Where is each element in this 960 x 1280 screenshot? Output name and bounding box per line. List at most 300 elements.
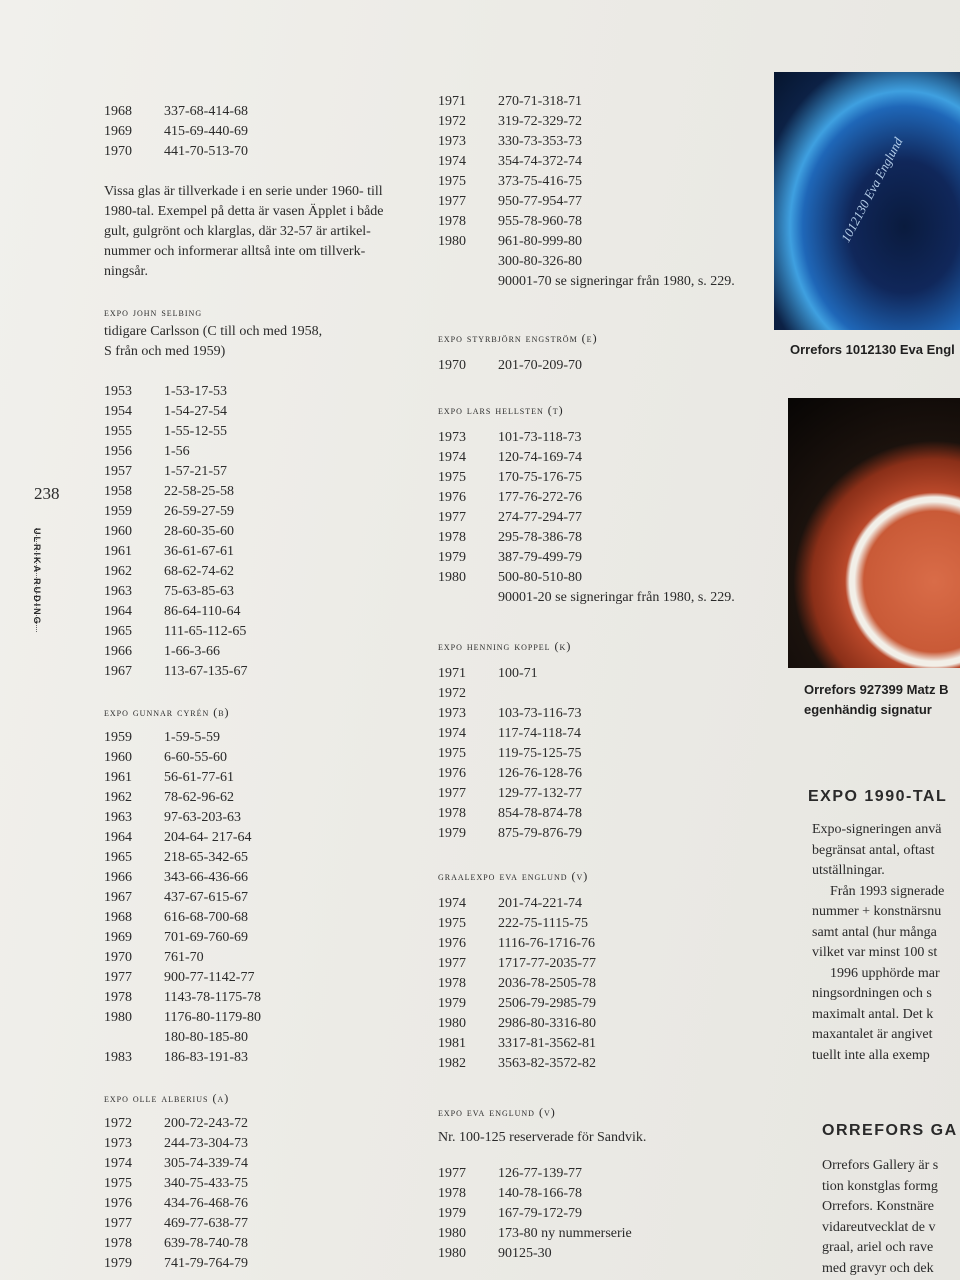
row-value: 100-71 xyxy=(498,666,538,681)
row-value: 2506-79-2985-79 xyxy=(498,996,596,1011)
row-value: 1-59-5-59 xyxy=(164,730,220,745)
list-row xyxy=(104,422,404,442)
section-heading-expo-1990: EXPO 1990-TAL xyxy=(808,788,948,805)
selbing-list xyxy=(104,382,404,682)
list-row xyxy=(104,462,404,482)
list-row xyxy=(438,894,768,914)
list-row xyxy=(438,1224,768,1244)
row-year: 1978 xyxy=(438,806,466,821)
row-value: 3317-81-3562-81 xyxy=(498,1036,596,1051)
list-row xyxy=(438,724,768,744)
text-line: utställningar. xyxy=(812,863,885,878)
list-row xyxy=(438,172,768,192)
row-value: 1-54-27-54 xyxy=(164,404,227,419)
row-value: 90001-20 se signeringar från 1980, s. 229. xyxy=(498,590,735,605)
list-row xyxy=(104,1174,404,1194)
text-line: egenhändig signatur xyxy=(804,702,932,717)
row-year: 1974 xyxy=(438,896,466,911)
list-row xyxy=(104,542,404,562)
text-line: vilket var minst 100 st xyxy=(812,945,938,960)
row-value: 180-80-185-80 xyxy=(164,1030,248,1045)
list-row xyxy=(104,142,404,162)
row-year: 1977 xyxy=(438,1166,466,1181)
list-row xyxy=(438,744,768,764)
row-value: 337-68-414-68 xyxy=(164,104,248,119)
row-year: 1960 xyxy=(104,750,132,765)
text-line: Orrefors 927399 Matz B xyxy=(804,682,949,697)
row-value: 961-80-999-80 xyxy=(498,234,582,249)
row-value: 173-80 ny nummerserie xyxy=(498,1226,632,1241)
row-value: 761-70 xyxy=(164,950,204,965)
list-row xyxy=(438,684,768,704)
hellsten-heading: expo lars hellsten (t) xyxy=(438,403,564,417)
row-year: 1954 xyxy=(104,404,132,419)
row-value: 3563-82-3572-82 xyxy=(498,1056,596,1071)
text-line: Orrefors. Konstnäre xyxy=(822,1199,934,1214)
list-row xyxy=(438,192,768,212)
list-row xyxy=(438,1054,768,1074)
row-value: 441-70-513-70 xyxy=(164,144,248,159)
englund-list xyxy=(438,1164,768,1264)
row-year: 1983 xyxy=(104,1050,132,1065)
row-year: 1969 xyxy=(104,124,132,139)
row-year: 1980 xyxy=(438,234,466,249)
row-value: 1143-78-1175-78 xyxy=(164,990,261,1005)
list-row xyxy=(438,954,768,974)
row-value: 86-64-110-64 xyxy=(164,604,241,619)
list-row xyxy=(438,974,768,994)
row-value: 437-67-615-67 xyxy=(164,890,248,905)
row-year: 1979 xyxy=(438,1206,466,1221)
row-value: 340-75-433-75 xyxy=(164,1176,248,1191)
row-value: 434-76-468-76 xyxy=(164,1196,248,1211)
row-value: 126-77-139-77 xyxy=(498,1166,582,1181)
row-year: 1967 xyxy=(104,890,132,905)
row-year: 1956 xyxy=(104,444,132,459)
row-value: 244-73-304-73 xyxy=(164,1136,248,1151)
row-year: 1977 xyxy=(438,194,466,209)
list-row xyxy=(104,102,404,122)
list-row xyxy=(104,748,404,768)
list-row xyxy=(104,1048,404,1068)
list-row xyxy=(104,382,404,402)
row-year: 1960 xyxy=(104,524,132,539)
list-row xyxy=(104,442,404,462)
text-line: Orrefors Gallery är s xyxy=(822,1158,939,1173)
row-year: 1957 xyxy=(104,464,132,479)
row-year: 1961 xyxy=(104,770,132,785)
row-year xyxy=(438,272,498,292)
row-value: 200-72-243-72 xyxy=(164,1116,248,1131)
row-year: 1976 xyxy=(104,1196,132,1211)
text-line: S från och med 1959) xyxy=(104,344,226,359)
row-year: 1978 xyxy=(438,214,466,229)
list-row xyxy=(104,808,404,828)
text-line: Expo-signeringen anvä xyxy=(812,822,942,837)
list-row xyxy=(104,908,404,928)
row-year: 1973 xyxy=(438,430,466,445)
list-row xyxy=(104,1114,404,1134)
row-value: 111-65-112-65 xyxy=(164,624,247,639)
row-year: 1971 xyxy=(438,94,466,109)
row-value: 186-83-191-83 xyxy=(164,1050,248,1065)
row-value: 319-72-329-72 xyxy=(498,114,582,129)
row-value: 204-64- 217-64 xyxy=(164,830,252,845)
list-row xyxy=(438,232,768,252)
list-row xyxy=(438,132,768,152)
row-value: 415-69-440-69 xyxy=(164,124,248,139)
list-row xyxy=(104,948,404,968)
row-year: 1965 xyxy=(104,850,132,865)
selbing-note xyxy=(104,322,404,362)
row-year: 1980 xyxy=(438,570,466,585)
row-value: 330-73-353-73 xyxy=(498,134,582,149)
row-year: 1975 xyxy=(438,470,466,485)
list-row xyxy=(438,448,768,468)
list-row xyxy=(438,152,768,172)
row-year: 1980 xyxy=(438,1226,466,1241)
row-year: 1977 xyxy=(438,956,466,971)
list-row xyxy=(104,1008,404,1028)
list-row xyxy=(104,988,404,1008)
row-value: 1-56 xyxy=(164,444,190,459)
row-year: 1977 xyxy=(104,1216,132,1231)
row-year: 1969 xyxy=(104,930,132,945)
row-value: 955-78-960-78 xyxy=(498,214,582,229)
row-year: 1955 xyxy=(104,424,132,439)
row-year: 1970 xyxy=(438,358,466,373)
list-row xyxy=(104,768,404,788)
top-list xyxy=(438,92,768,292)
row-value: 1176-80-1179-80 xyxy=(164,1010,261,1025)
text-line: ningsordningen och s xyxy=(812,986,932,1001)
row-year: 1968 xyxy=(104,910,132,925)
row-year: 1973 xyxy=(438,706,466,721)
row-value: 387-79-499-79 xyxy=(498,550,582,565)
selbing-heading: expo john selbing xyxy=(104,305,203,319)
list-row xyxy=(104,662,404,682)
row-year: 1968 xyxy=(104,104,132,119)
list-row xyxy=(438,428,768,448)
row-year: 1975 xyxy=(438,916,466,931)
text-line: Vissa glas är tillverkade i en serie under 1960- till xyxy=(104,184,383,199)
row-year: 1970 xyxy=(104,950,132,965)
list-row xyxy=(104,1134,404,1154)
list-row xyxy=(438,784,768,804)
row-year: 1973 xyxy=(438,134,466,149)
row-value: 354-74-372-74 xyxy=(498,154,582,169)
row-value: 1-55-12-55 xyxy=(164,424,227,439)
row-value: 854-78-874-78 xyxy=(498,806,582,821)
row-value: 950-77-954-77 xyxy=(498,194,582,209)
row-value: 1116-76-1716-76 xyxy=(498,936,595,951)
row-value: 701-69-760-69 xyxy=(164,930,248,945)
text-line: gult, gulgrönt och klarglas, där 32-57 är artikel- xyxy=(104,224,371,239)
row-value: 1-53-17-53 xyxy=(164,384,227,399)
hellsten-list xyxy=(438,428,768,608)
row-value: 113-67-135-67 xyxy=(164,664,248,679)
row-year: 1959 xyxy=(104,730,132,745)
row-value: 22-58-25-58 xyxy=(164,484,234,499)
row-value: 900-77-1142-77 xyxy=(164,970,255,985)
row-value: 373-75-416-75 xyxy=(498,174,582,189)
row-year: 1978 xyxy=(104,1236,132,1251)
row-value: 270-71-318-71 xyxy=(498,94,582,109)
row-year xyxy=(438,252,498,272)
row-value: 343-66-436-66 xyxy=(164,870,248,885)
text-line: med gravyr och dek xyxy=(822,1260,934,1276)
row-value: 201-74-221-74 xyxy=(498,896,582,911)
row-year: 1982 xyxy=(438,1056,466,1071)
photo-caption-1: Orrefors 1012130 Eva Engl xyxy=(790,342,955,357)
list-row xyxy=(438,804,768,824)
graalexpo-list xyxy=(438,894,768,1074)
englund-heading: expo eva englund (v) xyxy=(438,1105,556,1119)
list-row xyxy=(438,1184,768,1204)
text-line: begränsat antal, oftast xyxy=(812,842,935,858)
row-value: 68-62-74-62 xyxy=(164,564,234,579)
list-row xyxy=(438,548,768,568)
list-row xyxy=(104,928,404,948)
list-row xyxy=(438,508,768,528)
row-value: 90125-30 xyxy=(498,1246,552,1261)
row-year: 1980 xyxy=(104,1010,132,1025)
section-heading-orrefors-gallery: ORREFORS GA xyxy=(822,1122,958,1139)
list-row xyxy=(104,642,404,662)
list-row xyxy=(438,212,768,232)
list-row xyxy=(104,602,404,622)
row-year: 1972 xyxy=(438,686,466,701)
row-year: 1958 xyxy=(104,484,132,499)
list-row xyxy=(104,522,404,542)
alberius-list xyxy=(104,1114,404,1274)
list-row xyxy=(104,1214,404,1234)
list-row xyxy=(104,1194,404,1214)
row-value: 2036-78-2505-78 xyxy=(498,976,596,991)
row-value: 201-70-209-70 xyxy=(498,358,582,373)
row-year: 1961 xyxy=(104,544,132,559)
alberius-heading: expo olle alberius (a) xyxy=(104,1091,230,1105)
row-value: 167-79-172-79 xyxy=(498,1206,582,1221)
list-row xyxy=(104,888,404,908)
list-row xyxy=(438,1034,768,1054)
list-row xyxy=(438,704,768,724)
list-row xyxy=(438,528,768,548)
list-row xyxy=(104,622,404,642)
row-value: 140-78-166-78 xyxy=(498,1186,582,1201)
row-year: 1972 xyxy=(438,114,466,129)
row-year: 1963 xyxy=(104,584,132,599)
photo-engraving-text: 1012130 Eva Englund xyxy=(837,134,906,245)
koppel-list xyxy=(438,664,768,844)
list-row xyxy=(438,468,768,488)
text-line: 1996 upphörde mar xyxy=(830,965,940,981)
text-line: maxantalet är angivet xyxy=(812,1027,933,1042)
section-text-orrefors-gallery xyxy=(822,1156,938,1279)
graalexpo-heading: graalexpo eva englund (v) xyxy=(438,869,589,883)
row-year: 1972 xyxy=(104,1116,132,1131)
cyren-heading: expo gunnar cyrén (b) xyxy=(104,705,230,719)
row-value: 1717-77-2035-77 xyxy=(498,956,596,971)
row-value: 222-75-1115-75 xyxy=(498,916,588,931)
row-year: 1981 xyxy=(438,1036,466,1051)
row-year: 1979 xyxy=(438,826,466,841)
text-line: vidareutvecklat de v xyxy=(822,1219,936,1235)
row-value: 639-78-740-78 xyxy=(164,1236,248,1251)
row-year: 1978 xyxy=(438,1186,466,1201)
row-value: 305-74-339-74 xyxy=(164,1156,248,1171)
list-row xyxy=(104,868,404,888)
row-year: 1963 xyxy=(104,810,132,825)
row-value: 218-65-342-65 xyxy=(164,850,248,865)
row-year: 1976 xyxy=(438,766,466,781)
list-row xyxy=(438,1244,768,1264)
list-row xyxy=(104,1028,404,1048)
list-row xyxy=(104,562,404,582)
row-value: 101-73-118-73 xyxy=(498,430,582,445)
row-year: 1964 xyxy=(104,604,132,619)
text-line: nummer + konstnärsnu xyxy=(812,904,942,919)
middle-column xyxy=(438,92,768,1264)
row-value: 300-80-326-80 xyxy=(498,254,582,269)
list-row xyxy=(104,402,404,422)
row-value: 120-74-169-74 xyxy=(498,450,582,465)
glass-photo-red xyxy=(788,398,960,668)
row-year: 1975 xyxy=(104,1176,132,1191)
row-value: 170-75-176-75 xyxy=(498,470,582,485)
row-value: 500-80-510-80 xyxy=(498,570,582,585)
text-line: tion konstglas formg xyxy=(822,1178,938,1194)
row-year: 1975 xyxy=(438,746,466,761)
list-row xyxy=(104,1254,404,1274)
list-row xyxy=(438,252,768,272)
list-row xyxy=(104,848,404,868)
row-value: 117-74-118-74 xyxy=(498,726,581,741)
row-value: 26-59-27-59 xyxy=(164,504,234,519)
list-row xyxy=(438,824,768,844)
running-author: ULRIKA RUDING xyxy=(32,528,42,626)
row-year: 1974 xyxy=(438,450,466,465)
row-value: 129-77-132-77 xyxy=(498,786,582,801)
list-row xyxy=(438,934,768,954)
engstrom-heading: expo styrbjörn engström (e) xyxy=(438,331,598,345)
row-value: 78-62-96-62 xyxy=(164,790,234,805)
list-row xyxy=(104,122,404,142)
row-value: 295-78-386-78 xyxy=(498,530,582,545)
row-year: 1978 xyxy=(104,990,132,1005)
list-row xyxy=(438,588,768,608)
row-value: 6-60-55-60 xyxy=(164,750,227,765)
row-value: 469-77-638-77 xyxy=(164,1216,248,1231)
list-row xyxy=(438,112,768,132)
list-row xyxy=(104,788,404,808)
row-value: 90001-70 se signeringar från 1980, s. 229. xyxy=(498,274,735,289)
row-year: 1979 xyxy=(438,996,466,1011)
list-row xyxy=(438,488,768,508)
row-year: 1976 xyxy=(438,936,466,951)
list-row xyxy=(438,664,768,684)
row-year: 1964 xyxy=(104,830,132,845)
row-year: 1953 xyxy=(104,384,132,399)
row-value: 616-68-700-68 xyxy=(164,910,248,925)
text-line: ningsår. xyxy=(104,264,148,279)
intro-paragraph xyxy=(104,182,404,282)
row-year: 1975 xyxy=(438,174,466,189)
row-year: 1974 xyxy=(438,726,466,741)
page-number: 238 xyxy=(34,484,60,503)
list-row xyxy=(104,1234,404,1254)
list-row xyxy=(104,502,404,522)
list-row xyxy=(438,568,768,588)
row-value: 119-75-125-75 xyxy=(498,746,582,761)
row-year: 1974 xyxy=(438,154,466,169)
text-line: 1980-tal. Exempel på detta är vasen Äpplet i både xyxy=(104,204,384,219)
row-value: 75-63-85-63 xyxy=(164,584,234,599)
list-row xyxy=(104,582,404,602)
row-year xyxy=(104,1028,164,1048)
row-year: 1977 xyxy=(438,786,466,801)
intro-list xyxy=(104,102,404,162)
text-line: tuellt inte alla exemp xyxy=(812,1047,930,1063)
text-line: graal, ariel och rave xyxy=(822,1240,934,1255)
row-value: 875-79-876-79 xyxy=(498,826,582,841)
row-year: 1973 xyxy=(104,1136,132,1151)
row-year: 1974 xyxy=(104,1156,132,1171)
row-value: 36-61-67-61 xyxy=(164,544,234,559)
photo-caption-2 xyxy=(804,680,949,720)
row-year: 1979 xyxy=(438,550,466,565)
text-line: samt antal (hur många xyxy=(812,924,937,940)
englund-note: Nr. 100-125 reserverade för Sandvik. xyxy=(438,1130,647,1145)
list-row xyxy=(104,482,404,502)
list-row xyxy=(104,1154,404,1174)
list-row xyxy=(438,764,768,784)
row-value: 56-61-77-61 xyxy=(164,770,234,785)
row-value: 274-77-294-77 xyxy=(498,510,582,525)
text-line: nummer och informerar alltså inte om tillverk- xyxy=(104,244,366,259)
text-line: maximalt antal. Det k xyxy=(812,1006,934,1022)
left-column xyxy=(104,102,404,1274)
glass-photo-blue xyxy=(774,72,960,330)
row-year xyxy=(438,588,498,608)
text-line: Från 1993 signerade xyxy=(830,883,945,899)
list-row xyxy=(438,1014,768,1034)
engstrom-list xyxy=(438,356,768,376)
list-row xyxy=(438,994,768,1014)
row-year: 1962 xyxy=(104,790,132,805)
row-year: 1965 xyxy=(104,624,132,639)
row-year: 1978 xyxy=(438,976,466,991)
row-year: 1979 xyxy=(104,1256,132,1271)
row-year: 1977 xyxy=(104,970,132,985)
list-row xyxy=(104,968,404,988)
row-year: 1966 xyxy=(104,870,132,885)
list-row xyxy=(438,1204,768,1224)
row-year: 1971 xyxy=(438,666,466,681)
row-value: 177-76-272-76 xyxy=(498,490,582,505)
row-year: 1967 xyxy=(104,664,132,679)
list-row xyxy=(104,728,404,748)
list-row xyxy=(104,828,404,848)
row-year: 1970 xyxy=(104,144,132,159)
koppel-heading: expo henning koppel (k) xyxy=(438,639,572,653)
row-year: 1959 xyxy=(104,504,132,519)
text-line: tidigare Carlsson (C till och med 1958, xyxy=(104,324,323,339)
cyren-list xyxy=(104,728,404,1068)
list-row xyxy=(438,356,768,376)
row-year: 1962 xyxy=(104,564,132,579)
row-year: 1980 xyxy=(438,1016,466,1031)
